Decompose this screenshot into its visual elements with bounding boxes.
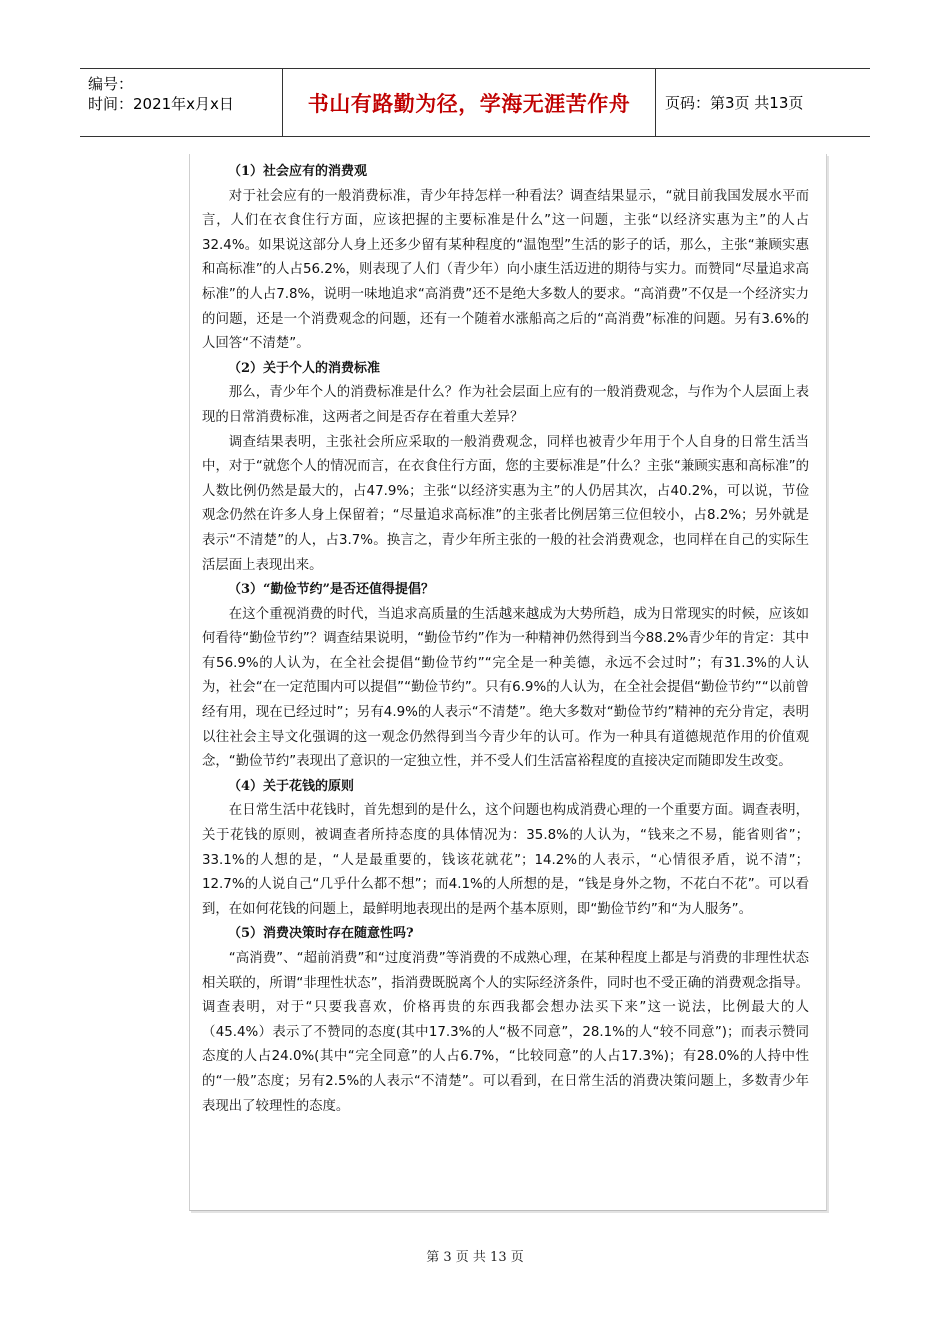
section-1-paragraph-1: 对于社会应有的一般消费标准，青少年持怎样一种看法？调查结果显示，“就目前我国发展水平而言，人们在衣食住行方面，应该把握的主要标准是什么”这一问题，主张“以经济实惠为主”的人占32.4%。如果说这部分人身上还多少留有某种程度的“温饱型”生活的影子的话，那么，主张“兼顾实惠和高标准”的人占56.2%，则表现了人们（青少年）向小康生活迈进的期待与实力。而赞同“尽量追求高标准”的人占7.8%，说明一味地追求“高消费”还不是绝大多数人的要求。“高消费”不仅是一个经济实力的问题，还是一个消费观念的问题，还有一个随着水涨船高之后的“高消费”标准的问题。另有3.6%的人回答“不清楚”。: [202, 188, 809, 352]
section-5-paragraph-1: “高消费”、“超前消费”和“过度消费”等消费的不成熟心理，在某种程度上都是与消费的非理性状态相关联的，所谓“非理性状态”，指消费既脱离个人的实际经济条件，同时也不受正确的消费观念指导。调查表明，对于“只要我喜欢，价格再贵的东西我都会想办法买下来”这一说法，比例最大的人（45.4%）表示了不赞同的态度(其中17.3%的人“极不同意”，28.1%的人“较不同意”)；而表示赞同态度的人占24.0%(其中“完全同意”的人占6.7%，“比较同意”的人占17.3%)；有28.0%的人持中性的“一般”态度；另有2.5%的人表示“不清楚”。可以看到，在日常生活的消费决策问题上，多数青少年表现出了较理性的态度。: [202, 951, 809, 1114]
section-heading-3: （3）“勤俭节约”是否还值得提倡？: [228, 582, 435, 598]
header-motto-cell: [282, 69, 656, 136]
section-4-paragraph-1: 在日常生活中花钱时，首先想到的是什么，这个问题也构成消费心理的一个重要方面。调查表明，关于花钱的原则，被调查者所持态度的具体情况为：35.8%的人认为，“钱来之不易，能省则省”；33.1%的人想的是，“人是最重要的，钱该花就花”；14.2%的人表示，“心情很矛盾，说不清”；12.7%的人说自己“几乎什么都不想”；而4.1%的人所想的是，“钱是身外之物，不花白不花”。可以看到，在如何花钱的问题上，最鲜明地表现出的是两个基本原则，即“勤俭节约”和“为人服务”。: [202, 803, 809, 917]
section-heading-2: （2）关于个人的消费标准: [228, 360, 381, 376]
section-2-paragraph-2: 调查结果表明，主张社会所应采取的一般消费观念，同样也被青少年用于个人自身的日常生活当中，对于“就您个人的情况而言，在衣食住行方面，您的主要标准是”什么？主张“兼顾实惠和高标准”的人数比例仍然是最大的，占47.9%；主张“以经济实惠为主”的人仍居其次，占40.2%，可以说，节俭观念仍然在许多人身上保留着；“尽量追求高标准”的主张者比例居第三位但较小，占8.2%；另外就是表示“不清楚”的人，占3.7%。换言之，青少年所主张的一般的社会消费观念，也同样在自己的实际生活层面上表现出来。: [202, 434, 809, 573]
section-2-paragraph-1: 那么，青少年个人的消费标准是什么？作为社会层面上应有的一般消费观念，与作为个人层面上表现的日常消费标准，这两者之间是否存在着重大差异？: [202, 385, 809, 425]
page-footer: 第 3 页 共 13 页: [426, 1250, 524, 1265]
header-meta-cell: [80, 69, 282, 136]
section-3-paragraph-1: 在这个重视消费的时代，当追求高质量的生活越来越成为大势所趋，成为日常现实的时候，应该如何看待“勤俭节约”？调查结果说明，“勤俭节约”作为一种精神仍然得到当今88.2%青少年的肯定：其中有56.9%的人认为，在全社会提倡“勤俭节约”“完全是一种美德，永远不会过时”；有31.3%的人认为，社会“在一定范围内可以提倡”“勤俭节约”。只有6.9%的人认为，在全社会提倡“勤俭节约”“以前曾经有用，现在已经过时”；另有4.9%的人表示“不清楚”。绝大多数对“勤俭节约”精神的充分肯定，表明以往社会主导文化强调的这一观念仍然得到当今青少年的认可。作为一种具有道德规范作用的价值观念，“勤俭节约”表现出了意识的一定独立性，并不受人们生活富裕程度的直接决定而随即发生改变。: [202, 606, 809, 770]
section-heading-5: （5）消费决策时存在随意性吗?: [228, 926, 414, 942]
document-number-label: 编号：: [88, 75, 134, 93]
header-page-cell: [655, 69, 870, 136]
document-body: [202, 160, 809, 1119]
document-time-label: 时间：2021年x月x日: [88, 95, 234, 113]
page-header: [80, 68, 870, 137]
header-motto: 书山有路勤为径，学海无涯苦作舟: [307, 91, 631, 116]
header-page-info: 页码：第3页 共13页: [665, 94, 804, 112]
section-heading-1: （1）社会应有的消费观: [228, 164, 368, 179]
section-heading-4: （4）关于花钱的原则: [228, 778, 355, 794]
